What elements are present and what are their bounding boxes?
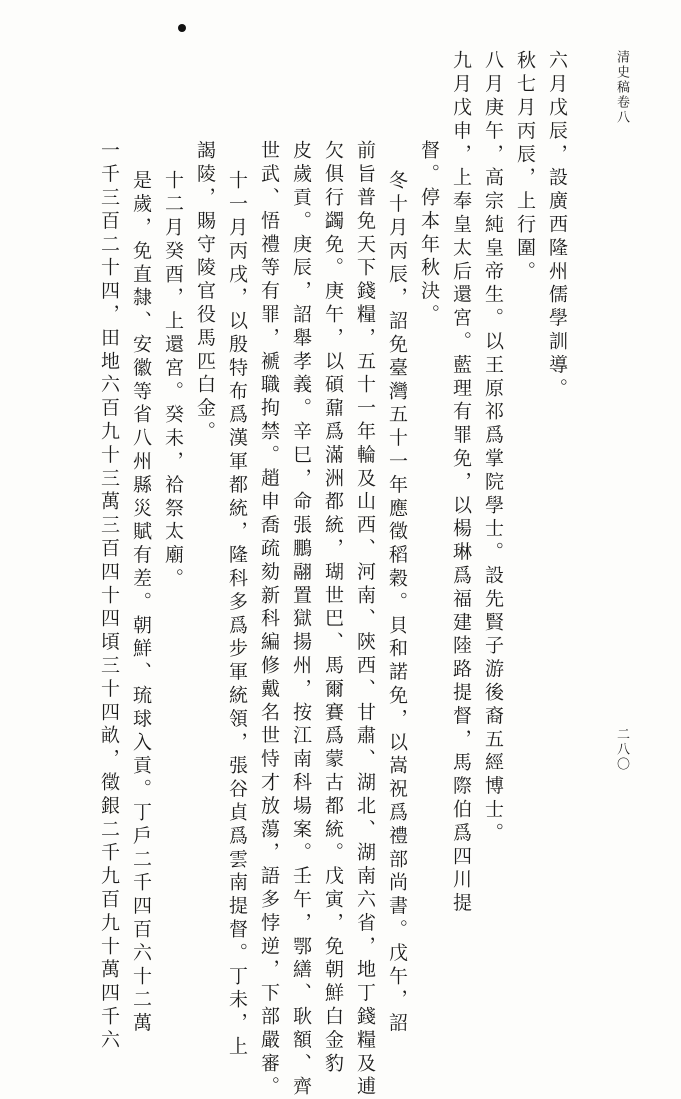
text-column-14: 是歲，免直隸、安徽等省八州縣災賦有差。朝鮮、琉球入貢。丁戶二千四百六十二萬 (130, 170, 152, 1036)
text-column-4: 九月戊申，上奉皇太后還宮。藍理有罪免，以楊琳爲福建陸路提督，馬際伯爲四川提 (450, 50, 472, 916)
page-header: 清史稿卷八 (614, 50, 629, 125)
page-number: 二八〇 (614, 727, 629, 772)
text-column-15: 一千三百二十四，田地六百九十三萬三百四十四頃三十四畝，徵銀二千九百九十萬四千六 (98, 140, 120, 1053)
text-column-6: 冬十月丙辰，詔免臺灣五十一年應徵稻穀。貝和諾免，以嵩祝爲禮部尚書。戊午，詔 (386, 170, 408, 1036)
text-column-7: 前旨普免天下錢糧，五十一年輪及山西、河南、陝西、甘肅、湖北、湖南六省，地丁錢糧及逋 (354, 140, 376, 1099)
text-column-10: 世武、悟禮等有罪，褫職拘禁。趙申喬疏劾新科編修戴名世恃才放蕩，語多悖逆，下部嚴審。 (258, 140, 280, 1099)
text-column-8: 欠俱行蠲免。庚午，以碩鼐爲滿洲都統，瑚世巴、馬爾賽爲蒙古都統。戊寅，免朝鮮白金豹 (322, 140, 344, 1076)
ink-dot (178, 24, 186, 32)
text-column-3: 八月庚午，高宗純皇帝生。以王原祁爲掌院學士。設先賢子游後裔五經博士。 (482, 50, 504, 846)
text-column-9: 皮歲貢。庚辰，詔舉孝義。辛巳，命張鵬翮置獄揚州，按江南科場案。壬午，鄂繕、耿額、齊 (290, 140, 312, 1099)
text-column-13: 十二月癸酉，上還宮。癸未，祫祭太廟。 (162, 170, 184, 592)
text-column-2: 秋七月丙辰，上行圍。 (514, 50, 536, 284)
text-column-1: 六月戊辰，設廣西隆州儒學訓導。 (546, 50, 568, 401)
text-column-5: 督。停本年秋決。 (418, 140, 440, 328)
text-column-12: 謁陵，賜守陵官役馬匹白金。 (194, 140, 216, 445)
text-column-11: 十一月丙戌，以殷特布爲漢軍都統，隆科多爲步軍統領，張谷貞爲雲南提督。丁未，上 (226, 170, 248, 1060)
